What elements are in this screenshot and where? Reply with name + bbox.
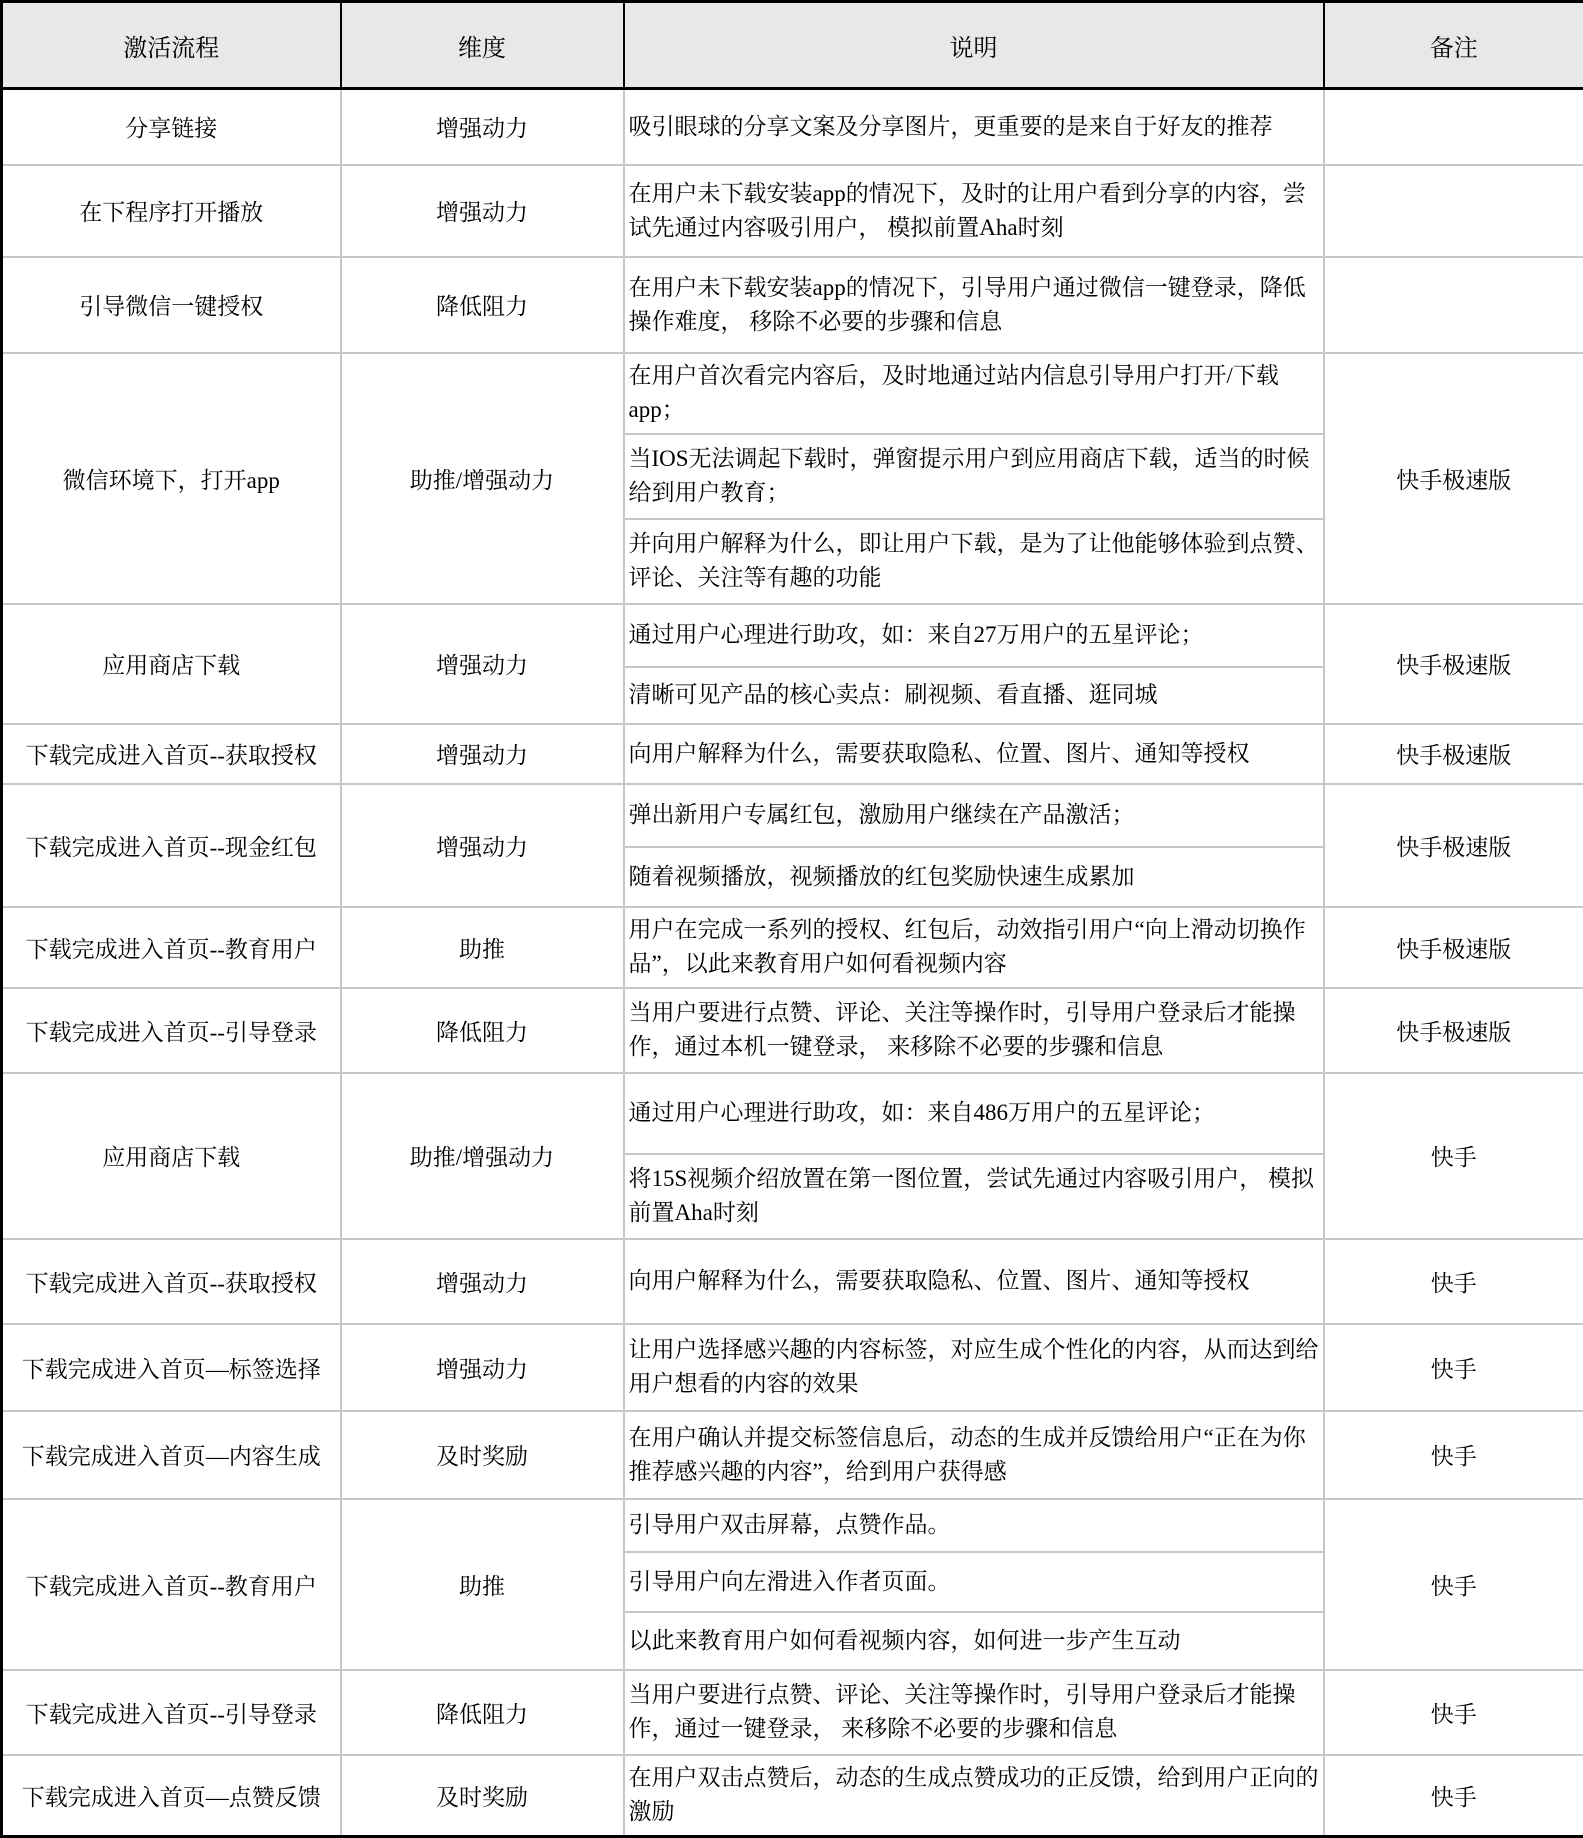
dimension-cell: 及时奖励 (341, 1755, 624, 1837)
table-row (2, 165, 1583, 257)
description-cell: 在用户未下载安装app的情况下，引导用户通过微信一键登录，降低操作难度， 移除不必要的步骤和信息 (624, 257, 1324, 353)
process-cell: 下载完成进入首页--现金红包 (2, 784, 341, 907)
description-cell: 当用户要进行点赞、评论、关注等操作时，引导用户登录后才能操作，通过本机一键登录， 来移除不必要的步骤和信息 (624, 988, 1324, 1073)
table-row (2, 604, 1583, 667)
note-cell: 快手 (1324, 1324, 1583, 1411)
header-note: 备注 (1324, 2, 1583, 89)
dimension-cell: 增强动力 (341, 1239, 624, 1324)
process-cell: 下载完成进入首页--获取授权 (2, 1239, 341, 1324)
dimension-cell: 增强动力 (341, 1324, 624, 1411)
table-row (2, 89, 1583, 165)
dimension-cell: 增强动力 (341, 784, 624, 907)
description-cell: 当用户要进行点赞、评论、关注等操作时，引导用户登录后才能操作，通过一键登录， 来移除不必要的步骤和信息 (624, 1670, 1324, 1755)
dimension-cell: 降低阻力 (341, 988, 624, 1073)
header-dimension: 维度 (341, 2, 624, 89)
process-cell: 应用商店下载 (2, 604, 341, 724)
table-row (2, 1239, 1583, 1324)
dimension-cell: 降低阻力 (341, 257, 624, 353)
header-description: 说明 (624, 2, 1324, 89)
process-cell: 下载完成进入首页--教育用户 (2, 1499, 341, 1670)
description-cell: 在用户确认并提交标签信息后，动态的生成并反馈给用户“正在为你推荐感兴趣的内容”，给到用户获得感 (624, 1411, 1324, 1499)
table-row (2, 257, 1583, 353)
process-cell: 下载完成进入首页—点赞反馈 (2, 1755, 341, 1837)
description-cell: 在用户未下载安装app的情况下，及时的让用户看到分享的内容，尝试先通过内容吸引用户， 模拟前置Aha时刻 (624, 165, 1324, 257)
table-row (2, 1755, 1583, 1837)
dimension-cell: 降低阻力 (341, 1670, 624, 1755)
process-cell: 下载完成进入首页--引导登录 (2, 988, 341, 1073)
description-cell: 将15S视频介绍放置在第一图位置，尝试先通过内容吸引用户， 模拟前置Aha时刻 (624, 1154, 1324, 1239)
process-cell: 下载完成进入首页--获取授权 (2, 724, 341, 784)
description-cell: 随着视频播放，视频播放的红包奖励快速生成累加 (624, 847, 1324, 907)
note-cell (1324, 257, 1583, 353)
dimension-cell: 助推/增强动力 (341, 353, 624, 604)
note-cell: 快手极速版 (1324, 724, 1583, 784)
description-cell: 通过用户心理进行助攻，如：来自486万用户的五星评论； (624, 1073, 1324, 1154)
dimension-cell: 助推 (341, 1499, 624, 1670)
note-cell (1324, 89, 1583, 165)
process-cell: 下载完成进入首页--引导登录 (2, 1670, 341, 1755)
description-cell: 吸引眼球的分享文案及分享图片，更重要的是来自于好友的推荐 (624, 89, 1324, 165)
description-cell: 在用户首次看完内容后，及时地通过站内信息引导用户打开/下载app； (624, 353, 1324, 434)
table-header-row (2, 2, 1583, 89)
dimension-cell: 增强动力 (341, 724, 624, 784)
table-row (2, 1411, 1583, 1499)
process-cell: 微信环境下，打开app (2, 353, 341, 604)
dimension-cell: 增强动力 (341, 89, 624, 165)
note-cell: 快手极速版 (1324, 784, 1583, 907)
description-cell: 并向用户解释为什么，即让用户下载，是为了让他能够体验到点赞、评论、关注等有趣的功能 (624, 519, 1324, 604)
note-cell: 快手 (1324, 1499, 1583, 1670)
table-row (2, 1670, 1583, 1755)
note-cell: 快手极速版 (1324, 353, 1583, 604)
table-body (2, 89, 1583, 1837)
description-cell: 向用户解释为什么，需要获取隐私、位置、图片、通知等授权 (624, 1239, 1324, 1324)
table-row (2, 1324, 1583, 1411)
dimension-cell: 助推/增强动力 (341, 1073, 624, 1239)
process-cell: 应用商店下载 (2, 1073, 341, 1239)
table-row (2, 907, 1583, 988)
table-row (2, 1073, 1583, 1154)
description-cell: 在用户双击点赞后，动态的生成点赞成功的正反馈，给到用户正向的激励 (624, 1755, 1324, 1837)
table-row (2, 1499, 1583, 1552)
description-cell: 通过用户心理进行助攻，如：来自27万用户的五星评论； (624, 604, 1324, 667)
description-cell: 弹出新用户专属红包，激励用户继续在产品激活； (624, 784, 1324, 847)
description-cell: 引导用户向左滑进入作者页面。 (624, 1552, 1324, 1612)
description-cell: 引导用户双击屏幕，点赞作品。 (624, 1499, 1324, 1552)
table-row (2, 988, 1583, 1073)
note-cell (1324, 165, 1583, 257)
process-cell: 下载完成进入首页--教育用户 (2, 907, 341, 988)
process-cell: 分享链接 (2, 89, 341, 165)
note-cell: 快手 (1324, 1411, 1583, 1499)
dimension-cell: 增强动力 (341, 604, 624, 724)
note-cell: 快手 (1324, 1670, 1583, 1755)
description-cell: 向用户解释为什么，需要获取隐私、位置、图片、通知等授权 (624, 724, 1324, 784)
table-row (2, 784, 1583, 847)
process-cell: 在下程序打开播放 (2, 165, 341, 257)
description-cell: 用户在完成一系列的授权、红包后，动效指引用户“向上滑动切换作品”，以此来教育用户如何看视频内容 (624, 907, 1324, 988)
process-cell: 引导微信一键授权 (2, 257, 341, 353)
note-cell: 快手 (1324, 1073, 1583, 1239)
description-cell: 清晰可见产品的核心卖点：刷视频、看直播、逛同城 (624, 667, 1324, 724)
note-cell: 快手 (1324, 1755, 1583, 1837)
description-cell: 让用户选择感兴趣的内容标签，对应生成个性化的内容，从而达到给用户想看的内容的效果 (624, 1324, 1324, 1411)
table-row (2, 724, 1583, 784)
dimension-cell: 助推 (341, 907, 624, 988)
header-activation-process: 激活流程 (2, 2, 341, 89)
note-cell: 快手 (1324, 1239, 1583, 1324)
process-cell: 下载完成进入首页—标签选择 (2, 1324, 341, 1411)
table-row (2, 353, 1583, 434)
process-cell: 下载完成进入首页—内容生成 (2, 1411, 341, 1499)
dimension-cell: 增强动力 (341, 165, 624, 257)
note-cell: 快手极速版 (1324, 907, 1583, 988)
dimension-cell: 及时奖励 (341, 1411, 624, 1499)
description-cell: 以此来教育用户如何看视频内容，如何进一步产生互动 (624, 1612, 1324, 1670)
description-cell: 当IOS无法调起下载时，弹窗提示用户到应用商店下载，适当的时候给到用户教育； (624, 434, 1324, 519)
note-cell: 快手极速版 (1324, 604, 1583, 724)
note-cell: 快手极速版 (1324, 988, 1583, 1073)
